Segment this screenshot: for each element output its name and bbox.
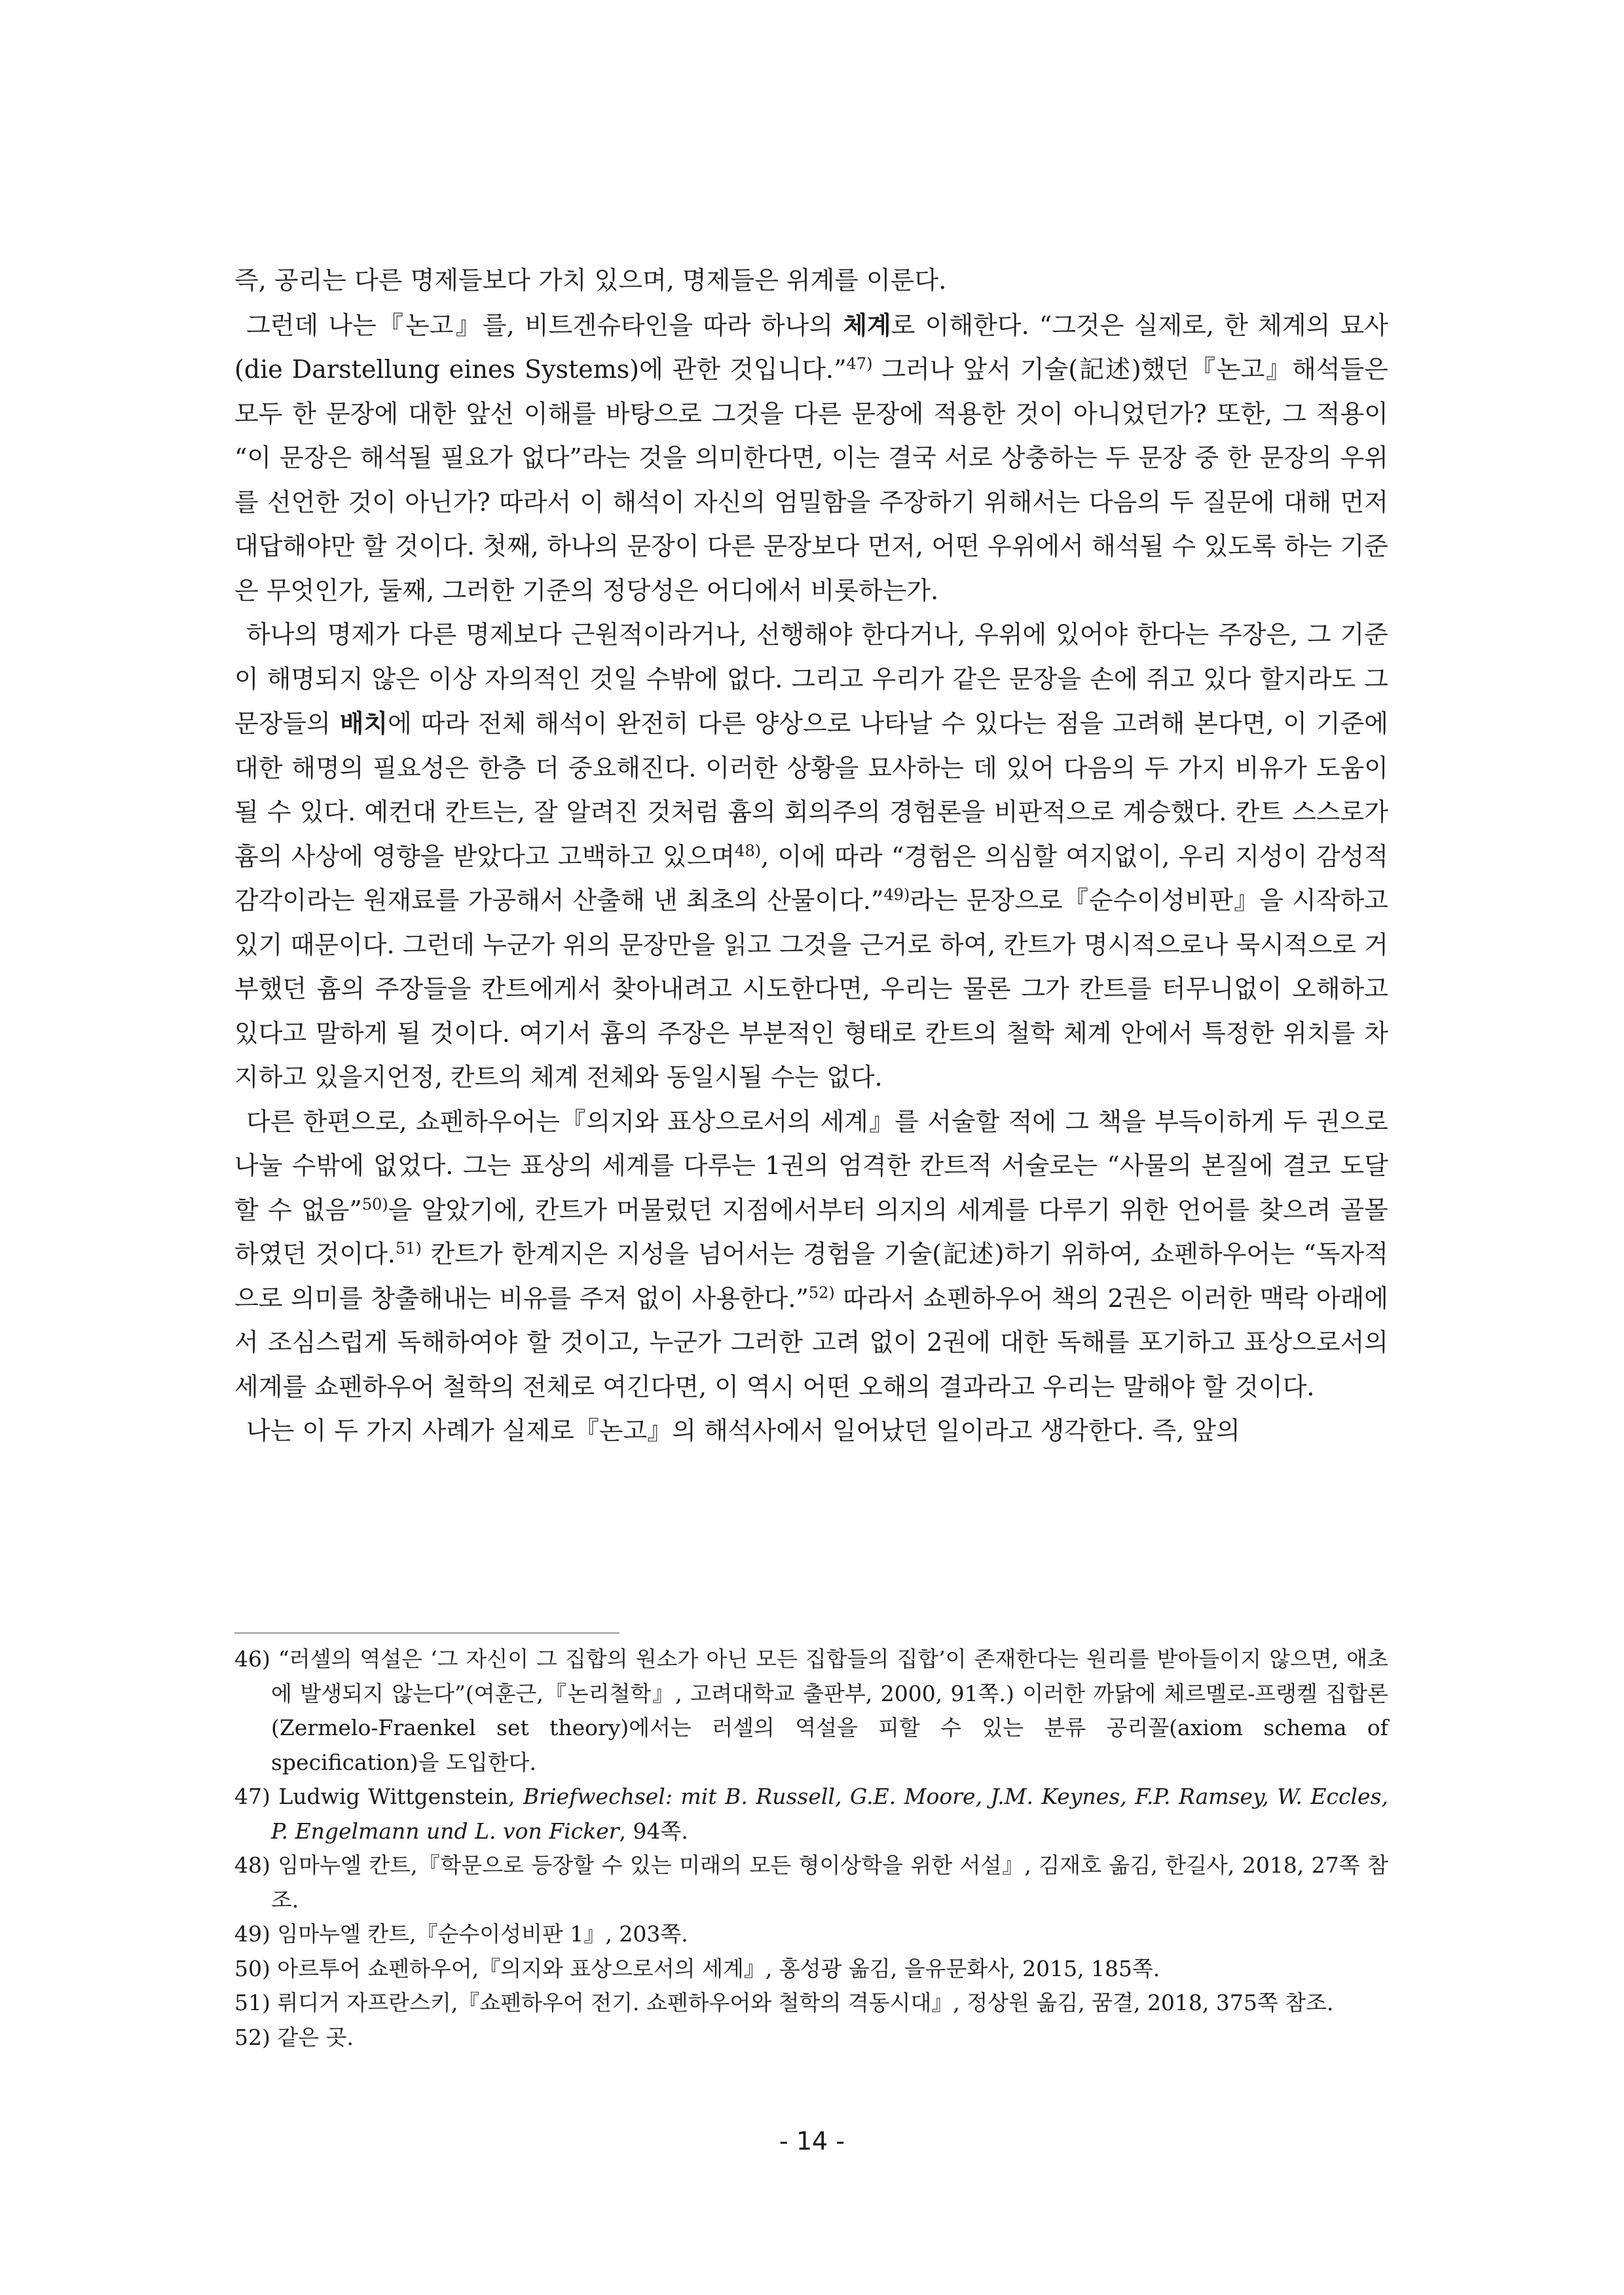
- text-run: 나는 이 두 가지 사례가 실제로『논고』의 해석사에서 일어났던 일이라고 생각한다. 즉, 앞의: [246, 1416, 1240, 1445]
- footnote-item: [234, 1952, 1388, 1987]
- footnote-ref: 50): [361, 1194, 388, 1213]
- footnote-ref: 51): [395, 1239, 422, 1258]
- body-paragraph: [234, 1100, 1388, 1410]
- text-run: 로 이해한다. “그것은 실제로, 한 체계의 묘사(die Darstellung eines Systems)에 관한 것입니다.”: [234, 310, 1388, 384]
- footnotes: [234, 1642, 1388, 2055]
- text-run: , 이에 따라 “경험은 의심할 여지없이, 우리 지성이 감성적 감각이라는 원재료를 가공해서 산출해 낸 최초의 산물이다.”: [234, 841, 1388, 915]
- footnote-ref: 47): [846, 354, 873, 373]
- emphasis-text: 체계: [843, 310, 891, 340]
- text-run: 즉, 공리는 다른 명제들보다 가치 있으며, 명제들은 위계를 이룬다.: [234, 266, 947, 295]
- body-paragraph: [234, 303, 1388, 614]
- body-paragraph: [234, 1409, 1388, 1454]
- text-run: 그런데 나는『논고』를, 비트겐슈타인을 따라 하나의: [246, 310, 843, 340]
- text-run: 47) Ludwig Wittgenstein,: [234, 1784, 523, 1809]
- italic-title: Briefwechsel: mit B. Russell, G.E. Moore, J.M. Keynes, F.P. Ramsey, W. Eccles, P. Engelmann und L. von Ficker: [271, 1784, 1388, 1844]
- text-run: 48) 임마누엘 칸트,『학문으로 등장할 수 있는 미래의 모든 형이상학을 위한 서설』, 김재호 옮김, 한길사, 2018, 27쪽 참조.: [234, 1852, 1388, 1913]
- text-run: 52) 같은 곳.: [234, 2024, 354, 2050]
- body-paragraph: [234, 613, 1388, 1100]
- text-run: 에 따라 전체 해석이 완전히 다른 양상으로 나타날 수 있다는 점을 고려해 본다면, 이 기준에 대한 해명의 필요성은 한층 더 중요해진다. 이러한 상황을 묘사하는 데 있어 다음의 두 가지 비유가 도움이 될 수 있다. 예컨대 칸트는, 잘 알려진 것처럼 흄의 회의주의 경험론을 비판적으로 계승했다. 칸트 스스로가 흄의 사상에 영향을 받았다고 고백하고 있으며: [234, 709, 1388, 871]
- footnote-ref: 48): [735, 841, 762, 860]
- text-run: 따라서 쇼펜하우어 책의 2권은 이러한 맥락 아래에서 조심스럽게 독해하여야 할 것이고, 누군가 그러한 고려 없이 2권에 대한 독해를 포기하고 표상으로서의 세계를 쇼펜하우어 철학의 전체로 여긴다면, 이 역시 어떤 오해의 결과라고 우리는 말해야 할 것이다.: [234, 1283, 1388, 1401]
- body-text: [234, 259, 1388, 1454]
- footnote-item: [234, 2021, 1388, 2055]
- body-paragraph: [234, 259, 1388, 303]
- text-run: 다른 한편으로, 쇼펜하우어는『의지와 표상으로서의 세계』를 서술할 적에 그 책을 부득이하게 두 권으로 나눌 수밖에 없었다. 그는 표상의 세계를 다루는 1권의 엄격한 칸트적 서술로는 “사물의 본질에 결코 도달할 수 없음”: [234, 1107, 1388, 1224]
- page-number: - 14 -: [779, 2127, 845, 2156]
- footnote-item: [234, 1642, 1388, 1780]
- text-run: , 94쪽.: [619, 1818, 688, 1844]
- footnote-item: [234, 1917, 1388, 1952]
- text-run: 을 알았기에, 칸트가 머물렀던 지점에서부터 의지의 세계를 다루기 위한 언어를 찾으려 골몰하였던 것이다.: [234, 1195, 1388, 1268]
- footnote-separator: [234, 1632, 619, 1634]
- footnote-item: [234, 1780, 1388, 1848]
- text-run: 그러나 앞서 기술(記述)했던『논고』해석들은 모두 한 문장에 대한 앞선 이해를 바탕으로 그것을 다른 문장에 적용한 것이 아니었던가? 또한, 그 적용이 “이 문장은 해석될 필요가 없다”라는 것을 의미한다면, 이는 결국 서로 상충하는 두 문장 중 한 문장의 우위를 선언한 것이 아닌가? 따라서 이 해석이 자신의 엄밀함을 주장하기 위해서는 다음의 두 질문에 대해 먼저 대답해야만 할 것이다. 첫째, 하나의 문장이 다른 문장보다 먼저, 어떤 우위에서 해석될 수 있도록 하는 기준은 무엇인가, 둘째, 그러한 기준의 정당성은 어디에서 비롯하는가.: [234, 355, 1388, 605]
- emphasis-text: 배치: [339, 708, 388, 738]
- text-run: 라는 문장으로『순수이성비판』을 시작하고 있기 때문이다. 그런데 누군가 위의 문장만을 읽고 그것을 근거로 하여, 칸트가 명시적으로나 묵시적으로 거부했던 흄의 주장들을 칸트에게서 찾아내려고 시도한다면, 우리는 물론 그가 칸트를 터무니없이 오해하고 있다고 말하게 될 것이다. 여기서 흄의 주장은 부분적인 형태로 칸트의 철학 체계 안에서 특정한 위치를 차지하고 있을지언정, 칸트의 체계 전체와 동일시될 수는 없다.: [234, 886, 1388, 1092]
- footnote-item: [234, 1848, 1388, 1917]
- text-run: 50) 아르투어 쇼펜하우어,『의지와 표상으로서의 세계』, 홍성광 옮김, 을유문화사, 2015, 185쪽.: [234, 1955, 1160, 1981]
- text-run: 49) 임마누엘 칸트,『순수이성비판 1』, 203쪽.: [234, 1921, 688, 1947]
- text-run: 51) 뤼디거 자프란스키,『쇼펜하우어 전기. 쇼펜하우어와 철학의 격동시대』, 정상원 옮김, 꿈결, 2018, 375쪽 참조.: [234, 1990, 1334, 2015]
- text-run: 46) “러셀의 역설은 ‘그 자신이 그 집합의 원소가 아닌 모든 집합들의 집합’이 존재한다는 원리를 받아들이지 않으면, 애초에 발생되지 않는다”(여훈근,『논리철학』, 고려대학교 출판부, 2000, 91쪽.) 이러한 까닭에 체르멜로-프랭켈 집합론(Zermelo-Fraenkel set theory)에서는 러셀의 역설을 피할 수 있는 분류 공리꼴(axiom schema of specification)을 도입한다.: [234, 1646, 1388, 1775]
- text-run: 하나의 명제가 다른 명제보다 근원적이라거나, 선행해야 한다거나, 우위에 있어야 한다는 주장은, 그 기준이 해명되지 않은 이상 자의적인 것일 수밖에 없다. 그리고 우리가 같은 문장을 손에 쥐고 있다 할지라도 그 문장들의: [234, 620, 1388, 738]
- footnote-ref: 52): [808, 1283, 835, 1302]
- footnote-ref: 49): [883, 885, 910, 904]
- text-run: 칸트가 한계지은 지성을 넘어서는 경험을 기술(記述)하기 위하여, 쇼펜하우어는 “독자적으로 의미를 창출해내는 비유를 주저 없이 사용한다.”: [234, 1239, 1388, 1313]
- footnote-item: [234, 1986, 1388, 2021]
